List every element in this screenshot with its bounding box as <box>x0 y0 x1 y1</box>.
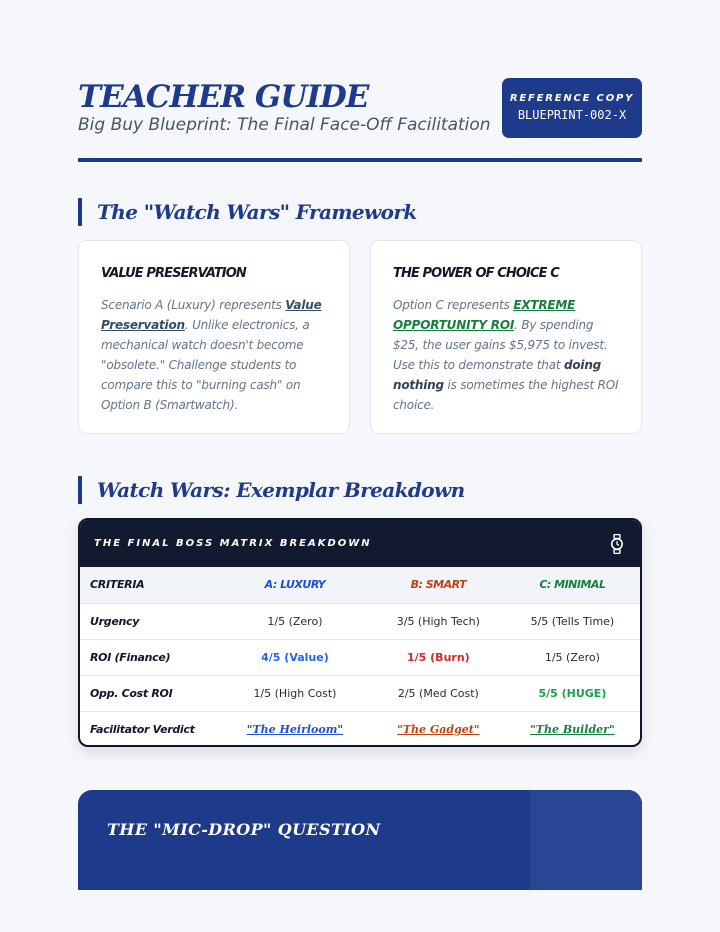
table-row <box>80 639 640 675</box>
card-text: . By spending $25, the user gains $5,975 to invest. Use this to demonstrate that <box>393 318 608 372</box>
watch-icon <box>610 534 624 554</box>
cell-luxury: 1/5 (Zero) <box>218 603 372 639</box>
verdict-luxury: "The Heirloom" <box>246 722 344 736</box>
table-row <box>80 711 640 747</box>
card-text: . Unlike electronics, a mechanical watch doesn't become "obsolete." Challenge students to compare this to "burning cash" on Option B (Smartwatch). <box>101 318 310 412</box>
cell-luxury <box>218 711 372 747</box>
cell-minimal: 1/5 (Zero) <box>505 639 640 675</box>
matrix-table <box>80 567 640 747</box>
page-title: TEACHER GUIDE <box>78 79 369 115</box>
page-subtitle: Big Buy Blueprint: The Final Face-Off Facilitation <box>78 115 491 135</box>
verdict-smart: "The Gadget" <box>397 722 480 736</box>
matrix-title: THE FINAL BOSS MATRIX BREAKDOWN <box>94 538 372 549</box>
panel-accent <box>530 790 642 890</box>
mic-drop-panel <box>78 790 642 890</box>
table-header-row <box>80 567 640 603</box>
card-emphasis: doing nothing <box>393 358 602 392</box>
reference-label: REFERENCE COPY <box>509 93 635 104</box>
cell-luxury: 1/5 (High Cost) <box>218 675 372 711</box>
card-title: THE POWER OF CHOICE C <box>393 266 559 281</box>
card-body <box>101 295 329 415</box>
card-text: Option C represents <box>393 298 514 312</box>
matrix-header <box>80 520 640 567</box>
row-criteria: Urgency <box>80 603 218 639</box>
boss-matrix <box>78 518 642 747</box>
table-row <box>80 675 640 711</box>
cell-smart: 2/5 (Med Cost) <box>372 675 505 711</box>
card-body <box>393 295 621 415</box>
reference-badge <box>502 78 642 138</box>
card-highlight: EXTREME OPPORTUNITY ROI <box>393 298 576 332</box>
row-criteria: Facilitator Verdict <box>90 722 195 736</box>
framework-heading: The "Watch Wars" Framework <box>78 198 417 226</box>
column-header-criteria: CRITERIA <box>80 567 218 603</box>
verdict-minimal: "The Builder" <box>530 722 615 736</box>
mic-drop-heading: THE "MIC-DROP" QUESTION <box>107 820 381 839</box>
cell-minimal: 5/5 (Tells Time) <box>505 603 640 639</box>
cell-smart: 1/5 (Burn) <box>372 639 505 675</box>
reference-code: BLUEPRINT-002-X <box>517 108 627 122</box>
power-of-choice-card <box>370 240 642 434</box>
table-row <box>80 603 640 639</box>
row-criteria: Opp. Cost ROI <box>80 675 218 711</box>
cell-smart: 3/5 (High Tech) <box>372 603 505 639</box>
column-header-luxury: A: LUXURY <box>218 567 372 603</box>
column-header-minimal: C: MINIMAL <box>505 567 640 603</box>
value-preservation-card <box>78 240 350 434</box>
cell-smart <box>372 711 505 747</box>
card-text: is sometimes the highest ROI choice. <box>393 378 619 412</box>
breakdown-heading: Watch Wars: Exemplar Breakdown <box>78 476 465 504</box>
cell-minimal: 5/5 (HUGE) <box>505 675 640 711</box>
cell-minimal <box>505 711 640 747</box>
card-text: Scenario A (Luxury) represents <box>101 298 286 312</box>
cell-luxury: 4/5 (Value) <box>218 639 372 675</box>
column-header-smart: B: SMART <box>372 567 505 603</box>
row-criteria: ROI (Finance) <box>80 639 218 675</box>
card-highlight: Value Preservation <box>101 298 322 332</box>
card-title: VALUE PRESERVATION <box>101 266 246 281</box>
document-header <box>78 78 642 162</box>
